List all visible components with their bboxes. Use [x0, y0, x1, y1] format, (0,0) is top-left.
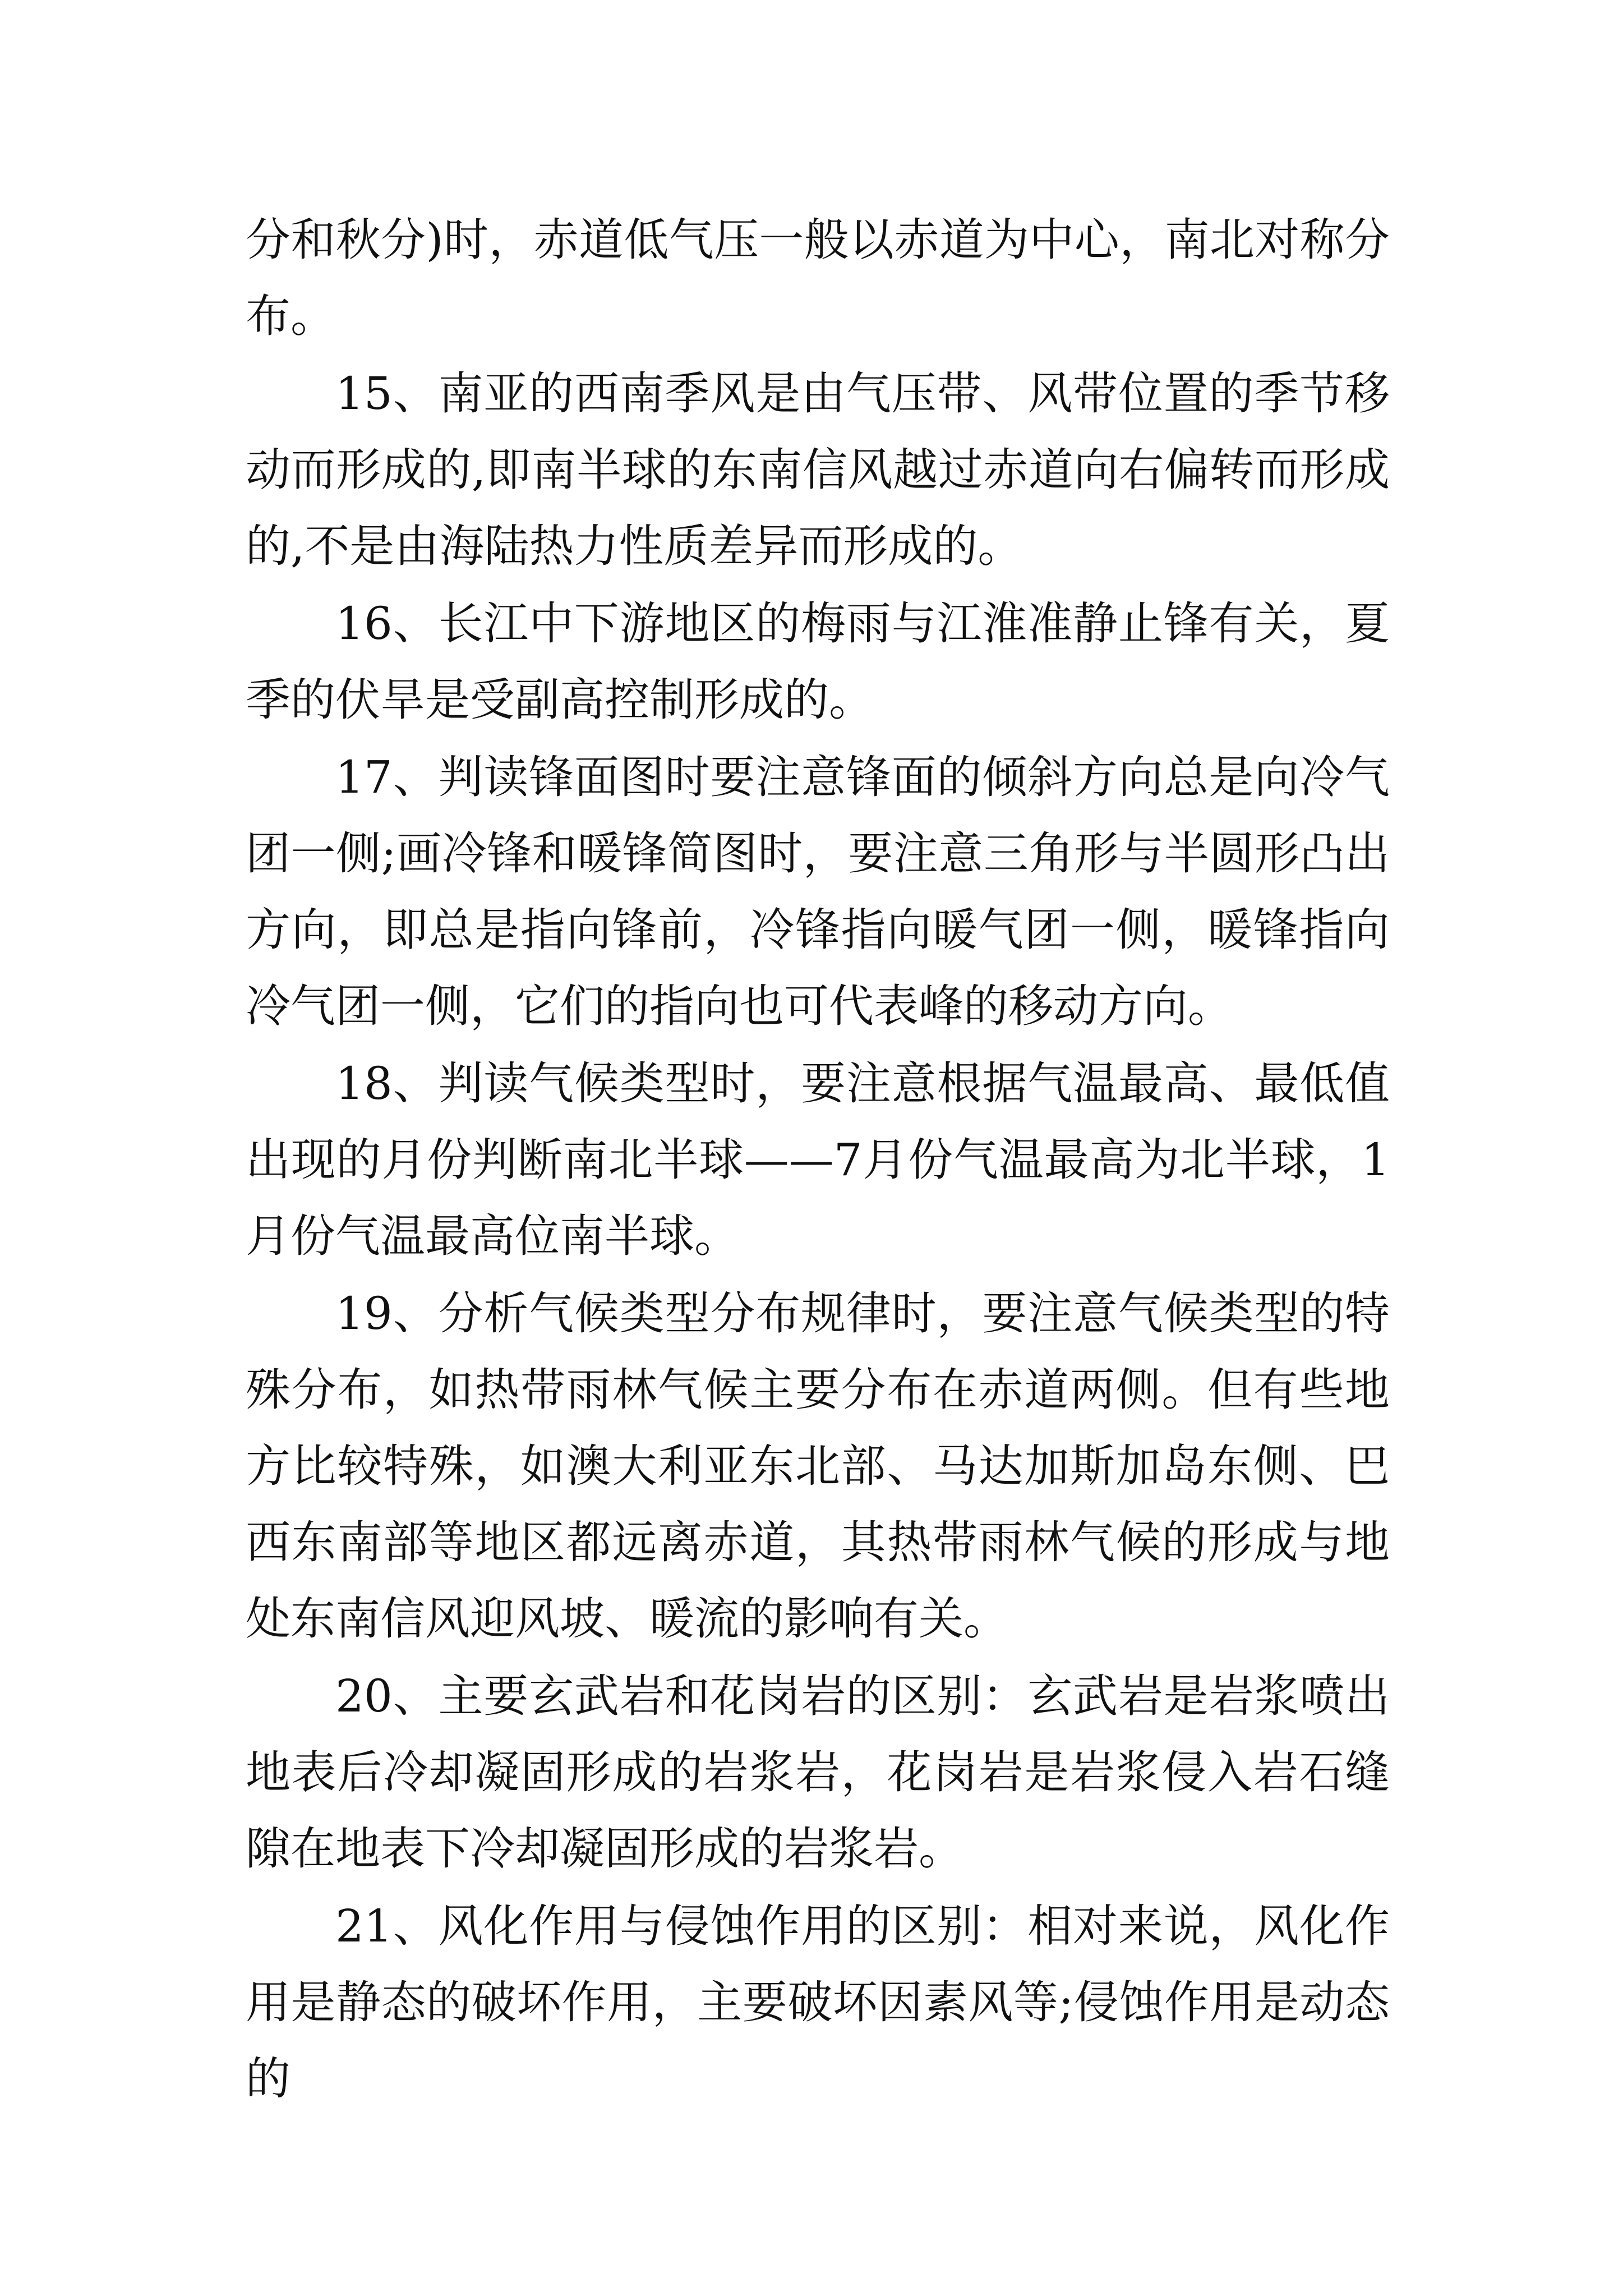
document-body: [246, 202, 1390, 2118]
paragraph-continuation: 分和秋分)时，赤道低气压一般以赤道为中心，南北对称分布。: [246, 214, 1390, 342]
paragraph-item-16: 16、长江中下游地区的梅雨与江淮准静止锋有关，夏季的伏旱是受副高控制形成的。: [246, 597, 1390, 726]
paragraph-item-21: 21、风化作用与侵蚀作用的区别：相对来说，风化作用是静态的破坏作用，主要破坏因素风等;侵蚀作用是动态的: [246, 1900, 1390, 2105]
paragraph-item-17: 17、判读锋面图时要注意锋面的倾斜方向总是向冷气团一侧;画冷锋和暖锋简图时，要注意三角形与半圆形凸出方向，即总是指向锋前，冷锋指向暖气团一侧，暖锋指向冷气团一侧，它们的指向也可代表峰的移动方向。: [246, 751, 1390, 1032]
paragraph-item-20: 20、主要玄武岩和花岗岩的区别：玄武岩是岩浆喷出地表后冷却凝固形成的岩浆岩，花岗岩是岩浆侵入岩石缝隙在地表下冷却凝固形成的岩浆岩。: [246, 1670, 1390, 1875]
paragraph-item-18: 18、判读气候类型时，要注意根据气温最高、最低值出现的月份判断南北半球——7月份气温最高为北半球，1月份气温最高位南半球。: [246, 1057, 1390, 1262]
paragraph-item-15: 15、南亚的西南季风是由气压带、风带位置的季节移动而形成的,即南半球的东南信风越过赤道向右偏转而形成的,不是由海陆热力性质差异而形成的。: [246, 367, 1390, 572]
paragraph-item-19: 19、分析气候类型分布规律时，要注意气候类型的特殊分布，如热带雨林气候主要分布在赤道两侧。但有些地方比较特殊，如澳大利亚东北部、马达加斯加岛东侧、巴西东南部等地区都远离赤道，其热带雨林气候的形成与地处东南信风迎风坡、暖流的影响有关。: [246, 1287, 1390, 1645]
